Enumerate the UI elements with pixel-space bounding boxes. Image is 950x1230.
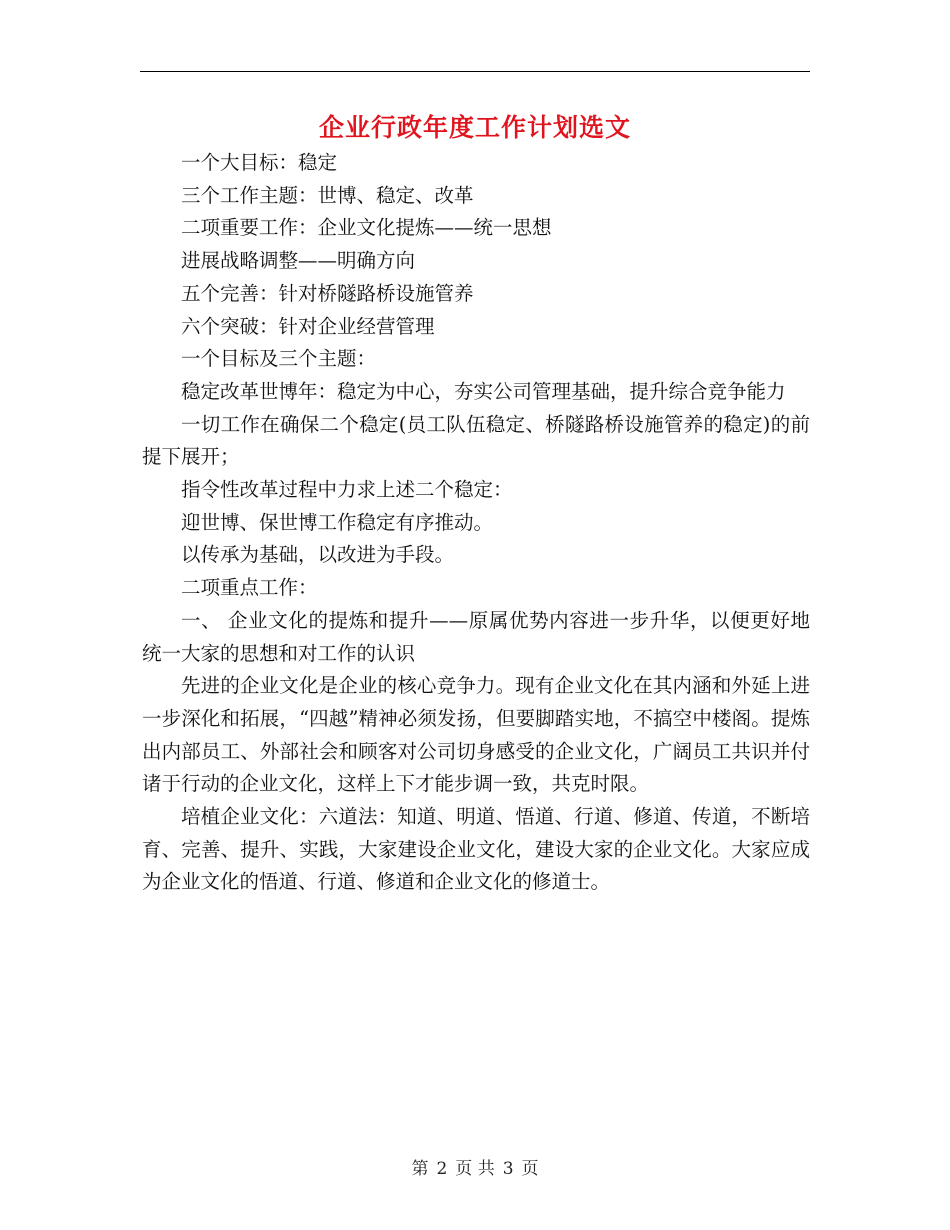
paragraph: 三个工作主题：世博、稳定、改革	[181, 183, 474, 207]
paragraph: 先进的企业文化是企业的核心竞争力。现有企业文化在其内涵和外延上进一步深化和拓展，“四越”精神必须发扬，但要脚踏实地，不搞空中楼阁。提炼出内部员工、外部社会和顾客对公司切身感受的企业文化，广阔员工共识并付诸于行动的企业文化，这样上下才能步调一致，共克时限。	[142, 674, 810, 796]
document-body	[142, 147, 810, 899]
paragraph: 以传承为基础，以改进为手段。	[181, 543, 455, 567]
page-footer	[0, 1154, 950, 1179]
paragraph: 指令性改革过程中力求上述二个稳定：	[181, 478, 513, 502]
paragraph: 二项重要工作：企业文化提炼——统一思想	[181, 216, 552, 240]
paragraph: 迎世博、保世博工作稳定有序推动。	[181, 510, 494, 534]
document-title: 企业行政年度工作计划选文	[318, 113, 631, 142]
page-number: 2	[436, 1159, 448, 1179]
page-total: 3	[502, 1159, 514, 1179]
paragraph: 一个大目标：稳定	[181, 151, 338, 174]
paragraph: 一个目标及三个主题：	[181, 347, 377, 371]
paragraph: 进展战略调整——明确方向	[181, 249, 416, 273]
footer-prefix: 第	[411, 1159, 429, 1179]
footer-suffix: 页	[521, 1159, 539, 1179]
paragraph: 五个完善：针对桥隧路桥设施管养	[181, 281, 474, 305]
paragraph: 培植企业文化：六道法：知道、明道、悟道、行道、修道、传道，不断培育、完善、提升、实践，大家建设企业文化，建设大家的企业文化。大家应成为企业文化的悟道、行道、修道和企业文化的修道士。	[142, 805, 810, 894]
paragraph: 一切工作在确保二个稳定(员工队伍稳定、桥隧路桥设施管养的稳定)的前提下展开；	[142, 412, 810, 469]
paragraph: 六个突破：针对企业经营管理	[181, 314, 435, 338]
paragraph: 稳定改革世博年：稳定为中心，夯实公司管理基础，提升综合竞争能力	[181, 379, 786, 403]
paragraph: 二项重点工作：	[181, 576, 318, 600]
header-rule	[140, 71, 810, 72]
footer-mid: 页 共	[455, 1159, 495, 1179]
paragraph: 一、 企业文化的提炼和提升——原属优势内容进一步升华，以便更好地统一大家的思想和对工作的认识	[142, 608, 810, 665]
